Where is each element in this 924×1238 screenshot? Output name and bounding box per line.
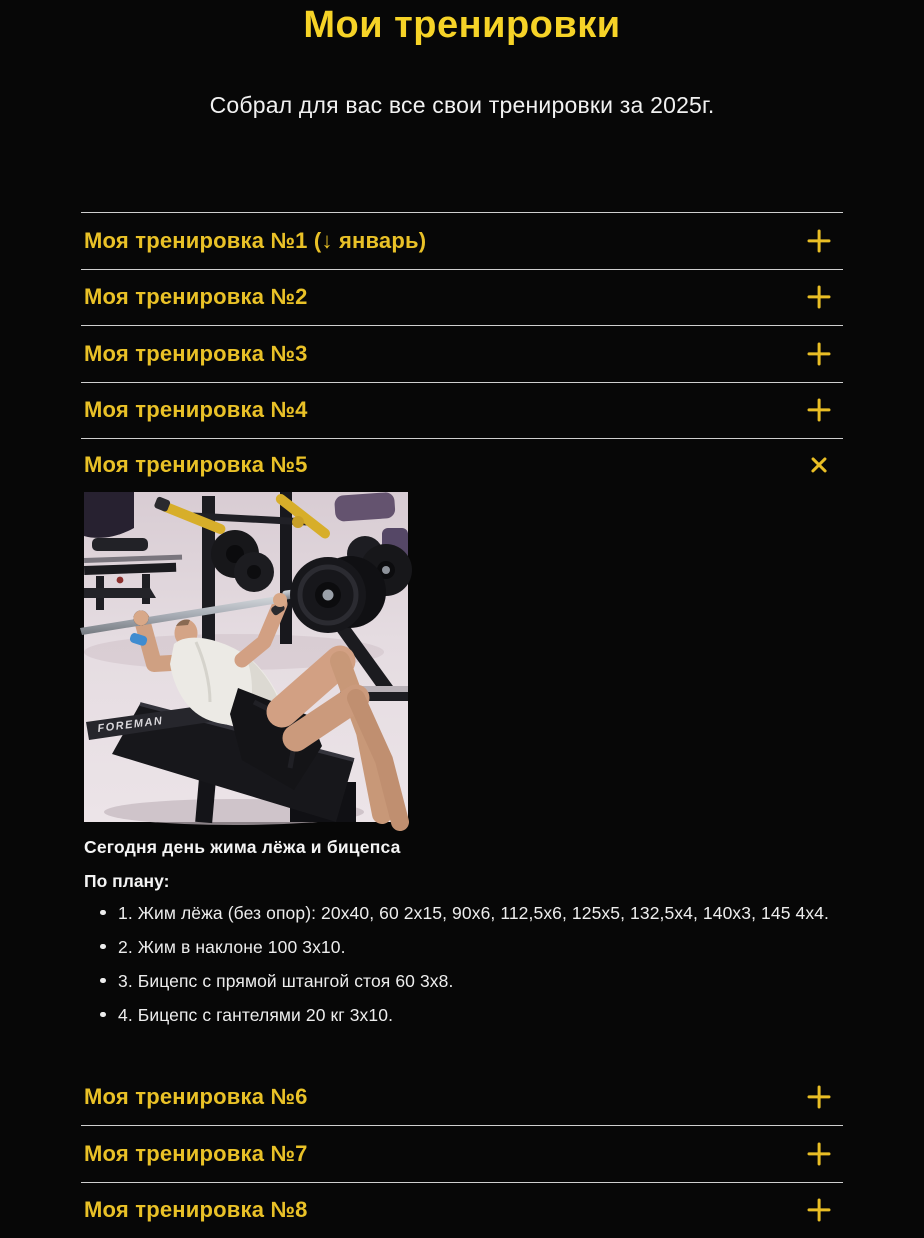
accordion-item-5 — [81, 438, 843, 1070]
plus-icon[interactable] — [805, 227, 833, 255]
accordion-label: Моя тренировка №5 — [81, 452, 308, 478]
accordion-label: Моя тренировка №4 — [81, 397, 308, 423]
accordion-item-7 — [81, 1125, 843, 1182]
accordion-item-2 — [81, 269, 843, 326]
accordion-header-4[interactable] — [81, 383, 843, 439]
plus-icon[interactable] — [805, 1196, 833, 1224]
page-title: Мои тренировки — [0, 0, 924, 47]
plus-icon[interactable] — [805, 283, 833, 311]
workout-heading: Сегодня день жима лёжа и бицепса — [84, 837, 843, 858]
plus-icon[interactable] — [805, 396, 833, 424]
accordion-item-8 — [81, 1182, 843, 1238]
plus-icon[interactable] — [805, 1083, 833, 1111]
accordion-label: Моя тренировка №2 — [81, 284, 308, 310]
plan-list — [84, 903, 843, 1026]
accordion-label: Моя тренировка №6 — [81, 1084, 308, 1110]
accordion-label: Моя тренировка №3 — [81, 341, 308, 367]
bench-brand-label: FOREMAN — [97, 715, 164, 735]
plan-label: По плану: — [84, 871, 843, 892]
accordion-label: Моя тренировка №7 — [81, 1141, 308, 1167]
accordion-header-6[interactable] — [81, 1070, 843, 1126]
accordion-header-8[interactable] — [81, 1183, 843, 1238]
accordion-header-1[interactable] — [81, 213, 843, 269]
accordion-header-5[interactable] — [81, 439, 843, 492]
accordion-item-6 — [81, 1070, 843, 1126]
plus-icon[interactable] — [805, 340, 833, 368]
accordion-header-7[interactable] — [81, 1126, 843, 1182]
plan-item: 1. Жим лёжа (без опор): 20х40, 60 2х15, 90х6, 112,5х6, 125х5, 132,5х4, 140х3, 145 4х4. — [84, 903, 843, 924]
workout-photo — [84, 492, 408, 822]
accordion-item-1 — [81, 212, 843, 269]
plan-item: 3. Бицепс с прямой штангой стоя 60 3х8. — [84, 971, 843, 992]
accordion-item-3 — [81, 325, 843, 382]
page-subtitle: Собрал для вас все свои тренировки за 2025г. — [0, 92, 924, 119]
plan-item: 2. Жим в наклоне 100 3х10. — [84, 937, 843, 958]
accordion-item-4 — [81, 382, 843, 439]
accordion-label: Моя тренировка №1 (↓ январь) — [81, 228, 426, 254]
accordion-header-2[interactable] — [81, 270, 843, 326]
accordion-label: Моя тренировка №8 — [81, 1197, 308, 1223]
plus-icon[interactable] — [805, 1140, 833, 1168]
accordion-header-3[interactable] — [81, 326, 843, 382]
plan-item: 4. Бицепс с гантелями 20 кг 3х10. — [84, 1005, 843, 1026]
workout-5-content — [81, 492, 843, 1070]
workouts-accordion — [81, 212, 843, 1238]
close-icon[interactable] — [805, 451, 833, 479]
